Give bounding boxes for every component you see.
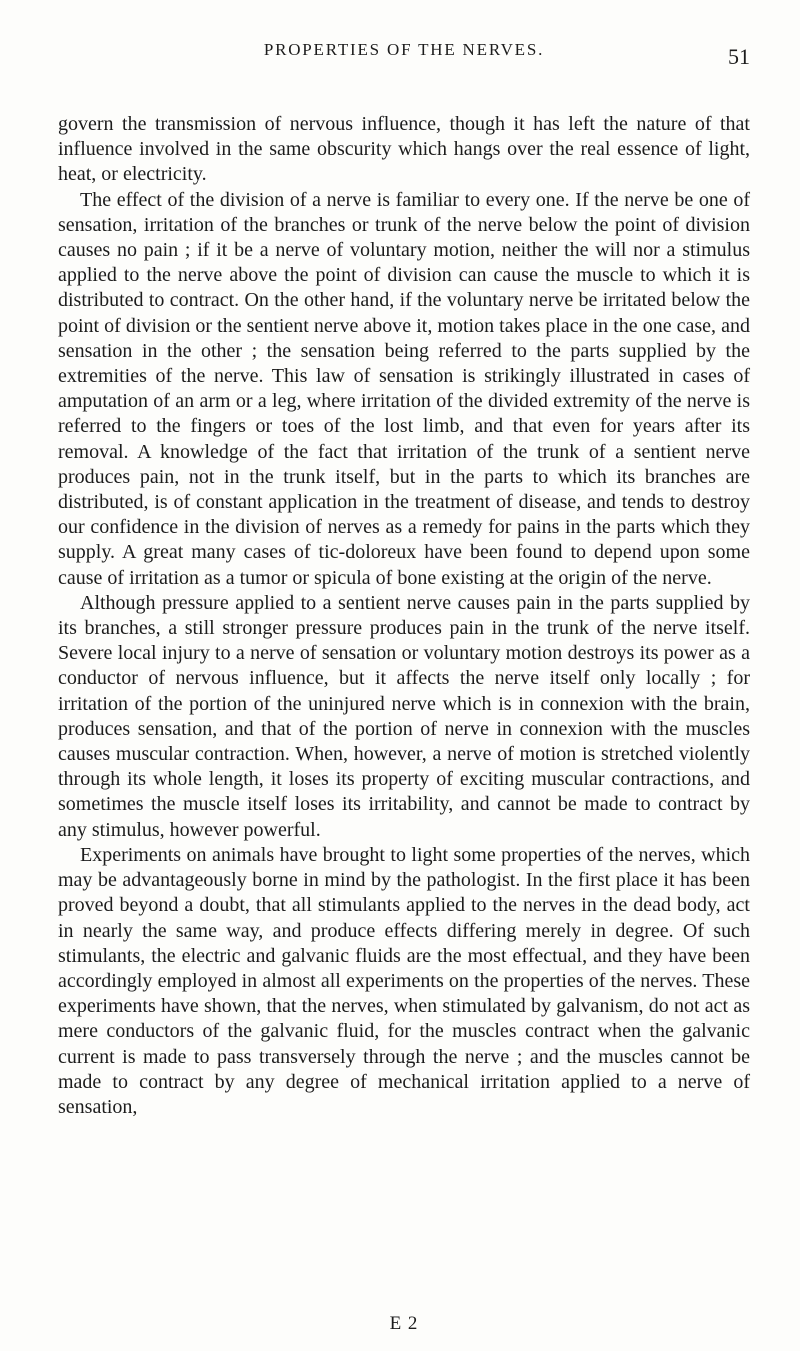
paragraph-pressure-on-nerve: Although pressure applied to a sentient nerve causes pain in the parts supplied by its branches, a still stronger pressure produces pain in the trunk of the nerve itself. Severe local injury to a nerve of sensation or voluntary motion destroys its power as a conductor of nervous influence, but it affects the nerve itself only locally ; for irritation of the portion of the uninjured nerve which is in connexion with the brain, produces sensation, and that of the portion of nerve in connexion with the muscles causes muscular contraction. When, however, a nerve of motion is stretched violently through its whole length, it loses its property of exciting muscular contractions, and sometimes the muscle itself loses its irritability, and cannot be made to contract by any stimulus, however powerful. <box>58 591 750 841</box>
signature-mark: E 2 <box>389 1313 419 1334</box>
running-head: PROPERTIES OF THE NERVES. <box>263 40 545 59</box>
body-text <box>58 112 750 1120</box>
paragraph-division-of-nerve: The effect of the division of a nerve is familiar to every one. If the nerve be one of sensation, irritation of the branches or trunk of the nerve below the point of division causes no pain ; if it be a nerve of voluntary motion, neither the will nor a stimulus applied to the nerve above the point of division can cause the muscle to which it is distributed to contract. On the other hand, if the voluntary nerve be irritated below the point of division or the sentient nerve above it, motion takes place in the one case, and sensation in the other ; the sensation being referred to the parts supplied by the extremities of the nerve. This law of sensation is strikingly illustrated in cases of amputation of an arm or a leg, where irritation of the divided extremity of the nerve is referred to the fingers or toes of the lost limb, and that even for years after its removal. A knowledge of the fact that irritation of the trunk of a sentient nerve produces pain, not in the trunk itself, but in the parts to which its branches are distributed, is of constant application in the treatment of disease, and tends to destroy our confidence in the division of nerves as a remedy for pains in the parts which they supply. A great many cases of tic-doloreux have been found to depend upon some cause of irritation as a tumor or spicula of bone existing at the origin of the nerve. <box>58 188 750 589</box>
page-number: 51 <box>728 44 750 69</box>
page-header <box>58 40 750 80</box>
paragraph-continuation: govern the transmission of nervous influence, though it has left the nature of that influence involved in the same obscurity which hangs over the real essence of light, heat, or electricity. <box>58 113 750 186</box>
paragraph-experiments-on-animals: Experiments on animals have brought to light some properties of the nerves, which may be advantageously borne in mind by the pathologist. In the first place it has been proved beyond a doubt, that all stimulants applied to the nerves in the dead body, act in nearly the same way, and produce effects differing merely in degree. Of such stimulants, the electric and galvanic fluids are the most effectual, and they have been accordingly employed in almost all experiments on the properties of the nerves. These experiments have shown, that the nerves, when stimulated by galvanism, do not act as mere conductors of the galvanic fluid, for the muscles contract when the galvanic current is made to pass transversely through the nerve ; and the muscles cannot be made to contract by any degree of mechanical irritation applied to a nerve of sensation, <box>58 843 750 1118</box>
